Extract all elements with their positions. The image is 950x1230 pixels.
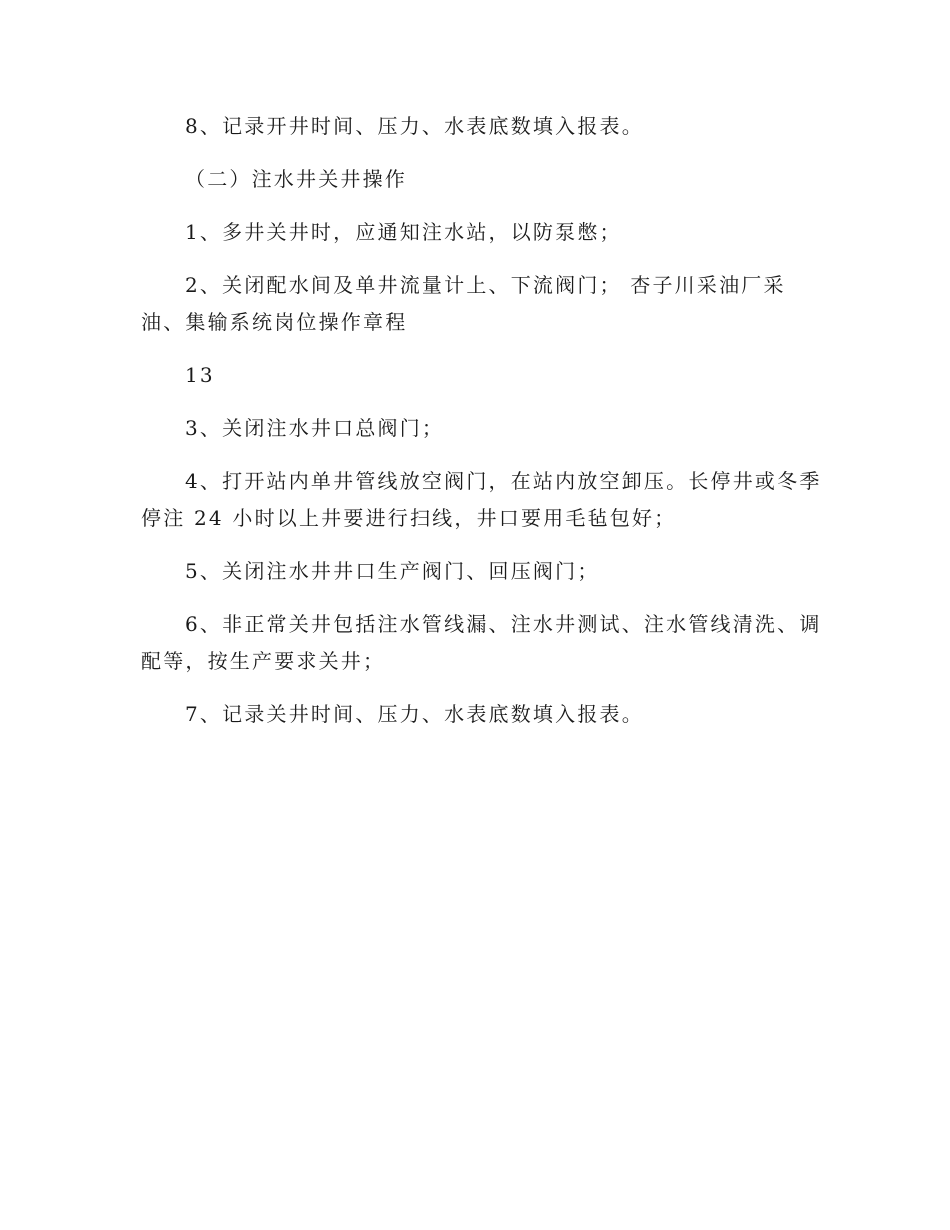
page-number: 13 — [185, 363, 215, 387]
step-8-record-open: 8、记录开井时间、压力、水表底数填入报表。 — [185, 114, 644, 138]
step-5-close-production-valve: 5、关闭注水井井口生产阀门、回压阀门； — [185, 559, 600, 583]
step-2-close-valves: 2、关闭配水间及单井流量计上、下流阀门； 杏子川采油厂采 — [185, 273, 786, 297]
section-heading-close-well: （二）注水井关井操作 — [185, 167, 407, 191]
step-2-continuation: 油、集输系统岗位操作章程 — [141, 310, 408, 334]
step-7-record-close: 7、记录关井时间、压力、水表底数填入报表。 — [185, 702, 644, 726]
step-6-abnormal-shutdown: 6、非正常关井包括注水管线漏、注水井测试、注水管线清洗、调 — [185, 612, 822, 636]
step-1-notify-station: 1、多井关井时，应通知注水站，以防泵憋； — [185, 220, 622, 244]
step-4-vent-pipeline: 4、打开站内单井管线放空阀门，在站内放空卸压。长停井或冬季 — [185, 469, 822, 493]
step-3-close-main-valve: 3、关闭注水井口总阀门； — [185, 416, 445, 440]
step-6-continuation: 配等，按生产要求关井； — [141, 649, 386, 673]
step-4-continuation: 停注 24 小时以上井要进行扫线，井口要用毛毡包好； — [141, 506, 677, 530]
